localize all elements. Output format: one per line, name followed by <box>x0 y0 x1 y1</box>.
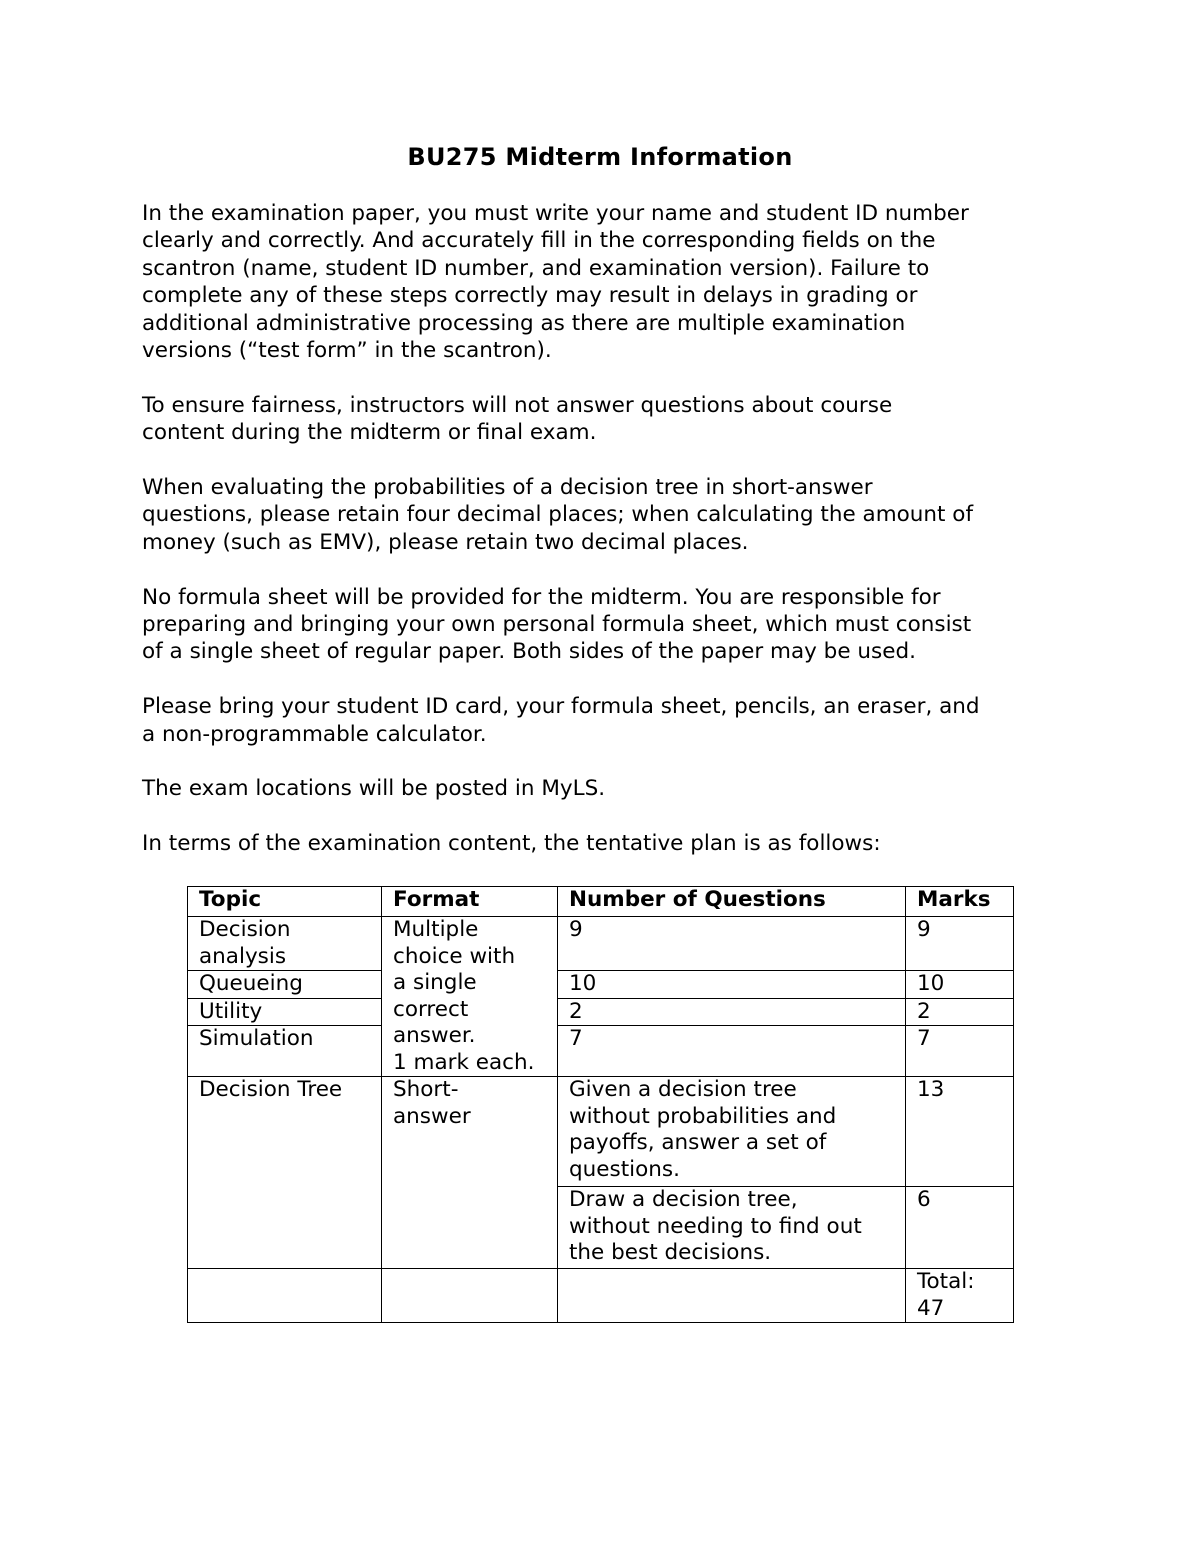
table-row <box>188 1077 1014 1187</box>
paragraph-formula-sheet: No formula sheet will be provided for the midterm. You are responsible for preparing and bringing your own personal formula sheet, which must consist of a single sheet of regular paper. Both sides of the paper may be used. <box>142 584 972 665</box>
table-row <box>188 1026 1014 1077</box>
format-cell-multiple-choice: Multiple choice with a single correct answer. 1 mark each. <box>382 917 558 1077</box>
paragraph-decimal-places: When evaluating the probabilities of a decision tree in short-answer questions, please retain four decimal places; when calculating the amount of money (such as EMV), please retain two decimal places. <box>142 475 974 555</box>
empty-cell <box>188 1269 382 1323</box>
marks-cell: 7 <box>906 1026 1014 1077</box>
total-marks-cell: Total: 47 <box>906 1269 1014 1323</box>
header-marks: Marks <box>906 887 1014 917</box>
body-text <box>142 200 1072 885</box>
header-number-of-questions: Number of Questions <box>558 887 906 917</box>
marks-cell: 13 <box>906 1077 1014 1187</box>
topic-cell: Simulation <box>188 1026 382 1077</box>
questions-cell: 7 <box>558 1026 906 1077</box>
paragraph-supplies: Please bring your student ID card, your formula sheet, pencils, an eraser, and a non-programmable calculator. <box>142 694 980 747</box>
marks-cell: 9 <box>906 917 1014 971</box>
table-row <box>188 917 1014 971</box>
table-row <box>188 971 1014 999</box>
header-format: Format <box>382 887 558 917</box>
paragraph-fairness: To ensure fairness, instructors will not answer questions about course content during the midterm or final exam. <box>142 392 893 446</box>
topic-cell: Utility <box>188 998 382 1026</box>
questions-cell: 9 <box>558 917 906 971</box>
paragraph-locations: The exam locations will be posted in MyLS. <box>142 776 606 802</box>
table-row <box>188 998 1014 1026</box>
questions-cell: Given a decision tree without probabilities and payoffs, answer a set of questions. <box>558 1077 906 1187</box>
table-total-row <box>188 1269 1014 1323</box>
questions-cell: 10 <box>558 971 906 999</box>
empty-cell <box>382 1269 558 1323</box>
topic-cell: Queueing <box>188 971 382 999</box>
marks-cell: 6 <box>906 1187 1014 1269</box>
paragraph-plan-intro: In terms of the examination content, the tentative plan is as follows: <box>142 831 881 857</box>
topic-cell: Decision analysis <box>188 917 382 971</box>
topic-cell-decision-tree: Decision Tree <box>188 1077 382 1269</box>
header-topic: Topic <box>188 887 382 917</box>
questions-cell: 2 <box>558 998 906 1026</box>
paragraph-identification: In the examination paper, you must write your name and student ID number clearly and correctly. And accurately fill in the corresponding fields on the scantron (name, student ID number, and examination version). Failure to complete any of these steps correctly may result in delays in grading or additional administrative processing as there are multiple examination versions (“test form” in the scantron). <box>142 201 969 364</box>
marks-cell: 10 <box>906 971 1014 999</box>
exam-plan-table <box>187 886 1014 1323</box>
questions-cell: Draw a decision tree, without needing to find out the best decisions. <box>558 1187 906 1269</box>
marks-cell: 2 <box>906 998 1014 1026</box>
page-title: BU275 Midterm Information <box>407 143 793 171</box>
format-cell-short-answer: Short- answer <box>382 1077 558 1269</box>
table-header-row <box>188 887 1014 917</box>
empty-cell <box>558 1269 906 1323</box>
